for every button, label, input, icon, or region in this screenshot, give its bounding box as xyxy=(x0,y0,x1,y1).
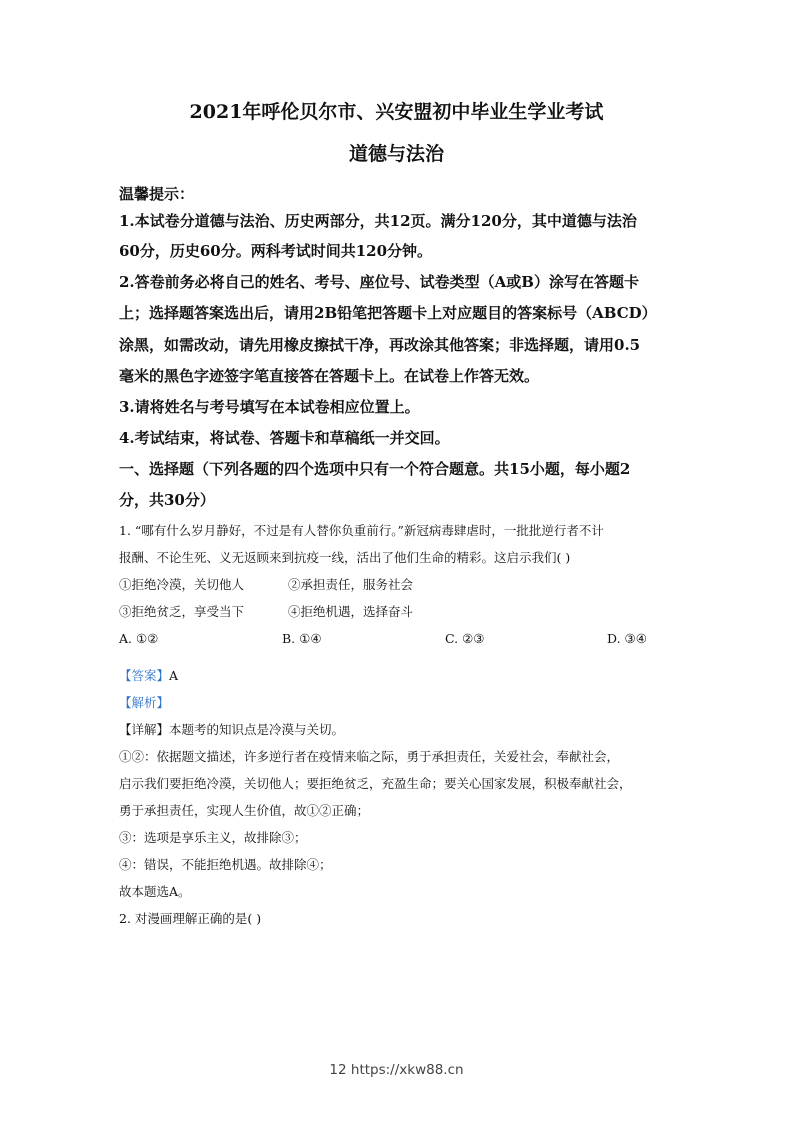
exam-subject: 道德与法治 xyxy=(348,143,444,165)
question-stem: 1. “哪有什么岁月静好，不过是有人替你负重前行。”新冠病毒肆虐时，一批批逆行者不计 xyxy=(119,523,604,538)
choice-a: A. ①② xyxy=(119,631,159,646)
notice-line: 上；选择题答案选出后，请用2B铅笔把答题卡上对应题目的答案标号（ABCD） xyxy=(119,304,657,322)
choice-b: B. ①④ xyxy=(282,631,322,646)
explanation-line: ①②：依据题文描述，许多逆行者在疫情来临之际，勇于承担责任，关爱社会，奉献社会， xyxy=(119,749,620,764)
question-item: ②承担责任，服务社会 xyxy=(288,577,414,592)
answer-value: A xyxy=(169,668,179,683)
question-item: ③拒绝贫乏，享受当下 xyxy=(119,604,245,619)
question-stem: 2. 对漫画理解正确的是( ) xyxy=(119,911,262,926)
notice-line: 1.本试卷分道德与法治、历史两部分，共12页。满分120分，其中道德与法治 xyxy=(119,212,637,230)
section-heading: 分，共30分） xyxy=(119,491,215,509)
explanation-line: ④：错误，不能拒绝机遇。故排除④； xyxy=(119,857,332,872)
answer-line xyxy=(119,667,689,684)
notice-line: 3.请将姓名与考号填写在本试卷相应位置上。 xyxy=(119,398,420,416)
notice-line: 2.答卷前务必将自己的姓名、考号、座位号、试卷类型（A或B）涂写在答题卡 xyxy=(119,273,639,291)
explanation-line: 勇于承担责任，实现人生价值，故①②正确； xyxy=(119,803,370,818)
choice-c: C. ②③ xyxy=(445,631,485,646)
notice-line: 毫米的黑色字迹签字笔直接答在答题卡上。在试卷上作答无效。 xyxy=(119,367,540,385)
exam-title: 2021年呼伦贝尔市、兴安盟初中毕业生学业考试 xyxy=(189,101,604,123)
question-stem: 报酬、不论生死、义无返顾来到抗疫一线，活出了他们生命的精彩。这启示我们( ) xyxy=(119,550,571,565)
explanation-line: ③：选项是享乐主义，故排除③； xyxy=(119,830,307,845)
page-footer: 12 https://xkw88.cn xyxy=(329,1062,464,1078)
notice-line: 4.考试结束，将试卷、答题卡和草稿纸一并交回。 xyxy=(119,429,450,447)
choice-d: D. ③④ xyxy=(607,631,647,646)
detail-tag: 【详解】 xyxy=(119,722,170,737)
section-heading: 一、选择题（下列各题的四个选项中只有一个符合题意。共15小题，每小题2 xyxy=(119,460,631,478)
detail-text: 本题考的知识点是冷漠与关切。 xyxy=(169,722,345,737)
explanation-line: 启示我们要拒绝冷漠，关切他人；要拒绝贫乏，充盈生命；要关心国家发展，积极奉献社会， xyxy=(119,776,632,791)
explanation-line: 故本题选A。 xyxy=(119,884,191,899)
question-item: ④拒绝机遇，选择奋斗 xyxy=(288,604,414,619)
question-item: ①拒绝冷漠，关切他人 xyxy=(119,577,245,592)
answer-tag: 【答案】 xyxy=(119,668,170,683)
notice-line: 60分，历史60分。两科考试时间共120分钟。 xyxy=(119,242,433,260)
notice-line: 涂黑，如需改动，请先用橡皮擦拭干净，再改涂其他答案；非选择题，请用0.5 xyxy=(119,336,641,354)
notice-heading: 温馨提示： xyxy=(119,185,195,203)
detail-line xyxy=(119,721,689,738)
analysis-tag: 【解析】 xyxy=(119,695,170,710)
